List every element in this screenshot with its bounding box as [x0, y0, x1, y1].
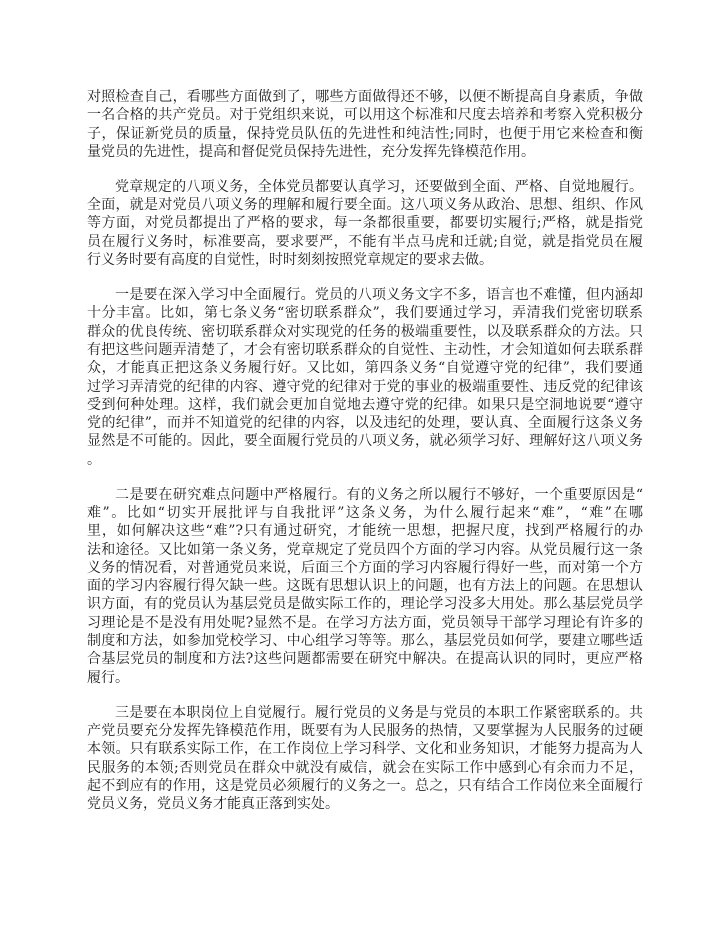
text-line: 众，才能真正把这条义务履行好。又比如，第四条义务“自觉遵守党的纪律”，我们要通	[87, 360, 643, 377]
text-line: 里，如何解决这些“难”?只有通过研究，才能统一思想，把握尺度，找到严格履行的办	[87, 523, 643, 540]
text-line: 过学习弄清党的纪律的内容、遵守党的纪律对于党的事业的极端重要性、违反党的纪律该	[87, 378, 643, 395]
paragraph	[87, 704, 643, 814]
text-line: 等方面，对党员都提出了严格的要求，每一条都很重要，都要切实履行;严格，就是指党	[87, 215, 643, 232]
text-line: 显然是不可能的。因此，要全面履行党员的八项义务，就必须学习好、理解好这八项义务	[87, 433, 643, 450]
text-line: 党的纪律”，而并不知道党的纪律的内容，以及违纪的处理，要认真、全面履行这条义务	[87, 415, 643, 432]
text-line: 二是要在研究难点问题中严格履行。有的义务之所以履行不够好，一个重要原因是“	[115, 486, 643, 503]
text-line: 子，保证新党员的质量，保持党员队伍的先进性和纯洁性;同时，也便于用它来检查和衡	[87, 125, 643, 142]
text-line: 。	[87, 451, 101, 468]
text-line: 义务的情况看，对普通党员来说，后面三个方面的学习内容履行得好一些，而对第一个方	[87, 559, 643, 576]
document-body	[87, 88, 643, 830]
text-line: 一是要在深入学习中全面履行。党员的八项义务文字不多，语言也不难懂，但内涵却	[115, 287, 643, 304]
text-line: 十分丰富。比如，第七条义务“密切联系群众”，我们要通过学习，弄清我们党密切联系	[87, 305, 643, 322]
text-line: 履行。	[87, 669, 129, 686]
paragraph	[87, 178, 643, 269]
paragraph	[87, 486, 643, 687]
text-line: 行义务时要有高度的自觉性，时时刻刻按照党章规定的要求去做。	[87, 252, 493, 269]
text-line: 一名合格的共产党员。对于党组织来说，可以用这个标准和尺度去培养和考察入党积极分	[87, 107, 643, 124]
text-line: 本领。只有联系实际工作，在工作岗位上学习科学、文化和业务知识，才能努力提高为人	[87, 741, 643, 758]
text-line: 对照检查自己，看哪些方面做到了，哪些方面做得还不够，以便不断提高自身素质，争做	[87, 89, 643, 105]
text-line: 三是要在本职岗位上自觉履行。履行党员的义务是与党员的本职工作紧密联系的。共	[115, 704, 643, 721]
text-line: 民服务的本领;否则党员在群众中就没有威信，就会在实际工作中感到心有余而力不足，	[87, 759, 643, 776]
text-line: 党员义务，党员义务才能真正落到实处。	[87, 796, 339, 813]
text-line: 产党员要充分发挥先锋模范作用，既要有为人民服务的热情，又要掌握为人民服务的过硬	[87, 722, 643, 739]
text-line: 量党员的先进性，提高和督促党员保持先进性，充分发挥先锋模范作用。	[87, 143, 535, 160]
text-line: 习理论是不是没有用处呢?显然不是。在学习方法方面，党员领导干部学习理论有许多的	[87, 614, 643, 631]
text-line: 群众的优良传统、密切联系群众对实现党的任务的极端重要性，以及联系群众的方法。只	[87, 323, 643, 340]
text-line: 法和途径。又比如第一条义务，党章规定了党员四个方面的学习内容。从党员履行这一条	[87, 541, 643, 558]
paragraph	[87, 286, 643, 469]
text-line: 受到何种处理。这样，我们就会更加自觉地去遵守党的纪律。如果只是空洞地说要“遵守	[87, 396, 643, 413]
text-line: 制度和方法，如参加党校学习、中心组学习等等。那么，基层党员如何学，要建立哪些适	[87, 633, 643, 650]
text-line: 党章规定的八项义务，全体党员都要认真学习，还要做到全面、严格、自觉地履行。	[115, 178, 643, 195]
text-line: 合基层党员的制度和方法?这些问题都需要在研究中解决。在提高认识的同时，更应严格	[87, 651, 643, 668]
text-line: 识方面，有的党员认为基层党员是做实际工作的，理论学习没多大用处。那么基层党员学	[87, 596, 643, 613]
text-line: 有把这些问题弄清楚了，才会有密切联系群众的自觉性、主动性，才会知道如何去联系群	[87, 341, 643, 358]
text-line: 全面，就是对党员八项义务的理解和履行要全面。这八项义务从政治、思想、组织、作风	[87, 197, 643, 214]
text-line: 难”。比如“切实开展批评与自我批评”这条义务，为什么履行起来“难”，“难”在哪	[87, 505, 643, 521]
text-line: 面的学习内容履行得欠缺一些。这既有思想认识上的问题，也有方法上的问题。在思想认	[87, 578, 643, 595]
text-line: 员在履行义务时，标准要高，要求要严，不能有半点马虎和迁就;自觉，就是指党员在履	[87, 233, 643, 250]
text-line: 起不到应有的作用，这是党员必须履行的义务之一。总之，只有结合工作岗位来全面履行	[87, 777, 643, 794]
paragraph	[87, 88, 643, 161]
